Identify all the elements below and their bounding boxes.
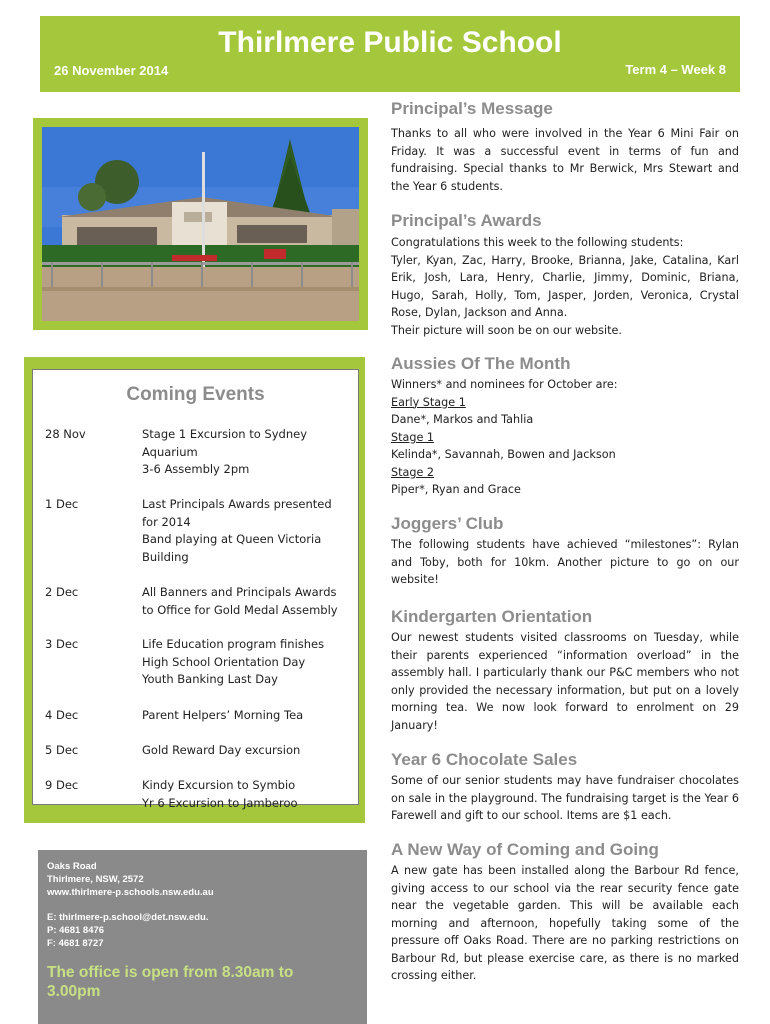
contact-panel [38, 850, 367, 1024]
section-title: Principal’s Message [391, 99, 553, 118]
stage-label: Early Stage 1 [391, 395, 466, 409]
contact-email[interactable]: E: thirlmere-p.school@det.nsw.edu. [47, 912, 209, 923]
event-line: Life Education program finishes [142, 637, 325, 651]
section-joggers-club [391, 514, 739, 589]
event-description [142, 742, 350, 760]
event-description [142, 426, 350, 479]
section-title: Joggers’ Club [391, 514, 504, 533]
section-chocolate-sales [391, 750, 739, 825]
section-aussies-of-the-month [391, 354, 739, 499]
school-name: Thirlmere Public School [218, 26, 562, 59]
section-title: A New Way of Coming and Going [391, 840, 659, 859]
event-line: Band playing at Queen Victoria [142, 532, 322, 546]
section-body: The following students have achieved “milestones”: Rylan and Toby, both for 10km. Another picture to go on our website! [391, 538, 739, 586]
event-date: 5 Dec [45, 743, 79, 757]
event-date: 2 Dec [45, 585, 79, 599]
event-date: 28 Nov [45, 427, 86, 441]
event-date: 3 Dec [45, 637, 79, 651]
event-line: Parent Helpers’ Morning Tea [142, 708, 304, 722]
coming-events-title: Coming Events [126, 384, 265, 405]
section-new-gate [391, 840, 739, 985]
masthead-banner [40, 16, 740, 92]
school-photo-frame [33, 118, 368, 330]
section-body: Some of our senior students may have fundraiser chocolates on sale in the playground. The fundraising target is the Year 6 Farewell and gift to our school. Items are $1 each. [391, 774, 739, 822]
event-date: 4 Dec [45, 708, 79, 722]
section-title: Kindergarten Orientation [391, 607, 593, 626]
stage-names: Piper*, Ryan and Grace [391, 483, 521, 496]
issue-date: 26 November 2014 [54, 63, 169, 78]
event-description [142, 496, 350, 566]
school-photo [42, 127, 359, 321]
event-description [142, 584, 350, 619]
section-principals-message [391, 99, 739, 195]
event-line: 3-6 Assembly 2pm [142, 462, 250, 476]
event-line: Kindy Excursion to Symbio [142, 778, 296, 792]
event-description [142, 636, 350, 689]
awards-intro: Congratulations this week to the following students: [391, 236, 684, 249]
event-line: High School Orientation Day [142, 654, 306, 669]
coming-events-frame [24, 357, 365, 823]
stage-label: Stage 1 [391, 430, 435, 444]
office-hours: The office is open from 8.30am to 3.00pm [47, 964, 294, 1000]
stage-names: Kelinda*, Savannah, Bowen and Jackson [391, 448, 616, 461]
stage-names: Dane*, Markos and Tahlia [391, 413, 534, 426]
event-line: to Office for Gold Medal Assembly [142, 602, 338, 617]
event-line: Gold Reward Day excursion [142, 743, 301, 757]
contact-phone: P: 4681 8476 [47, 925, 105, 936]
event-date: 9 Dec [45, 778, 79, 792]
contact-address-town: Thirlmere, NSW, 2572 [47, 874, 144, 885]
event-line: Aquarium [142, 444, 198, 459]
section-principals-awards [391, 211, 739, 339]
awards-note: Their picture will soon be on our website. [391, 323, 622, 337]
aussies-intro: Winners* and nominees for October are: [391, 378, 618, 391]
event-line: All Banners and Principals Awards [142, 585, 337, 599]
section-title: Principal’s Awards [391, 211, 542, 230]
section-body: Thanks to all who were involved in the Year 6 Mini Fair on Friday. It was a successful event in terms of fun and fundraising. Special thanks to Mr Berwick, Mrs Stewart and the Year 6 students. [391, 127, 739, 193]
section-body: A new gate has been installed along the Barbour Rd fence, giving access to our school via the rear security fence gate near the vegetable garden. This will be available each morning and afternoon, hopefully taking some of the pressure off Oaks Road. There are no parking restrictions on Barbour Rd, but please exercise care, as there is no marked crossing either. [391, 864, 739, 982]
event-date: 1 Dec [45, 497, 79, 511]
coming-events-box [32, 369, 359, 810]
contact-address-street: Oaks Road [47, 861, 97, 872]
event-description [142, 777, 350, 812]
section-body: Our newest students visited classrooms on Tuesday, while their parents experienced “information overload” in the assembly hall. I particularly thank our P&C members who not only provided the necessary information, but put on a lovely morning tea. We now look forward to enrolment on 29 January! [391, 631, 739, 732]
event-line: Building [142, 549, 189, 564]
contact-website-link[interactable]: www.thirlmere-p.schools.nsw.edu.au [47, 887, 214, 898]
contact-fax: F: 4681 8727 [47, 938, 104, 949]
event-line: Last Principals Awards presented [142, 497, 332, 511]
term-week: Term 4 – Week 8 [625, 62, 726, 77]
event-description [142, 707, 350, 725]
section-body [391, 376, 739, 499]
stage-label: Stage 2 [391, 465, 435, 479]
event-line: for 2014 [142, 514, 191, 529]
event-line: Stage 1 Excursion to Sydney [142, 427, 308, 441]
awards-names: Tyler, Kyan, Zac, Harry, Brooke, Brianna, Jake, Catalina, Karl Erik, Josh, Lara, Henry, Charlie, Jimmy, Dominic, Briana, Hugo, Sarah, Holly, Tom, Jasper, Jorden, Veronica, Crystal Rose, Dylan, Jackson and Anna. [391, 253, 739, 319]
section-kindergarten-orientation [391, 607, 739, 734]
event-line: Youth Banking Last Day [142, 672, 278, 686]
section-title: Aussies Of The Month [391, 354, 571, 373]
section-title: Year 6 Chocolate Sales [391, 750, 578, 769]
event-line: Yr 6 Excursion to Jamberoo [142, 795, 298, 810]
